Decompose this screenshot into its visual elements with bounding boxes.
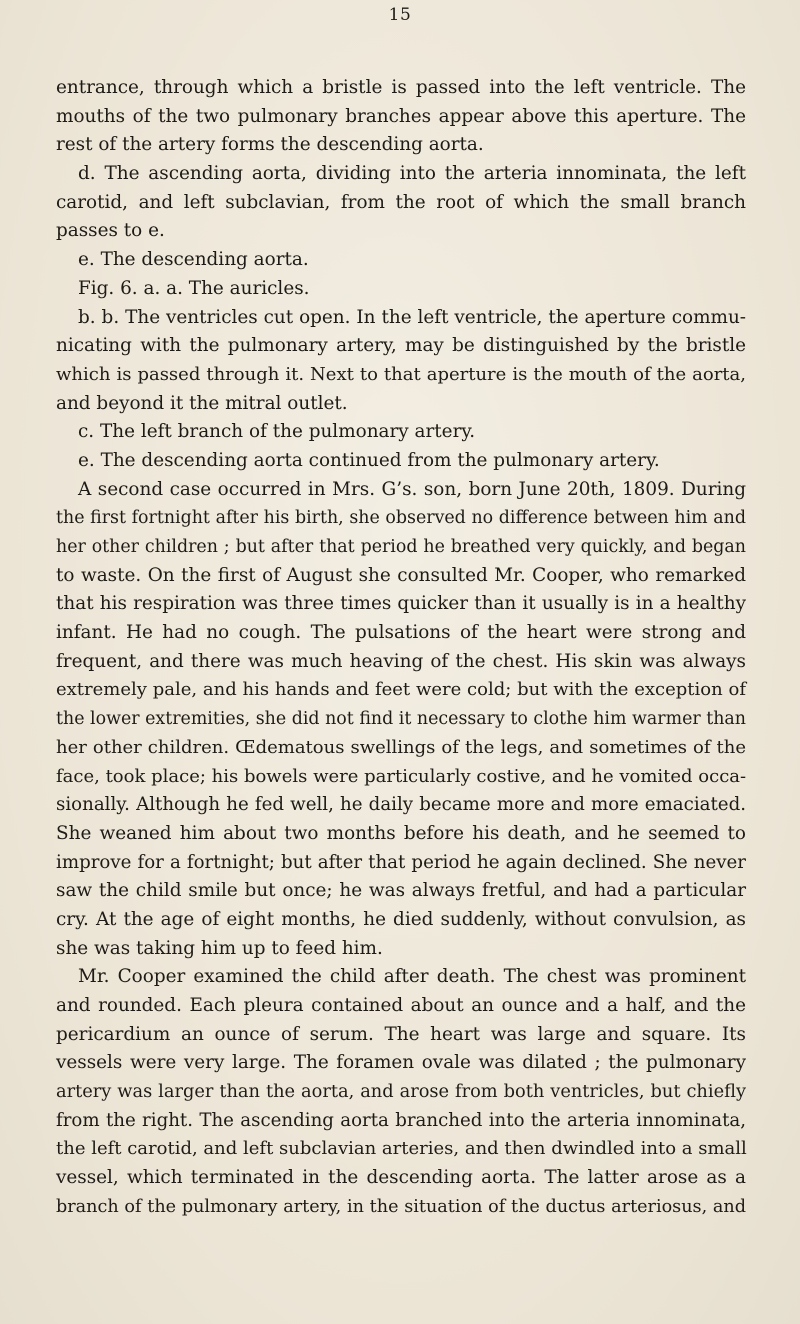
text-line: Fig. 6. a. a. The auricles. bbox=[78, 277, 310, 299]
text-line: nicating with the pulmonary artery, may be distinguished by the bristle bbox=[56, 335, 746, 357]
text-line: d. The ascending aorta, dividing into the arteria innominata, the left bbox=[78, 163, 746, 185]
text-line: the first fortnight after his birth, she observed no difference between him and bbox=[56, 508, 746, 529]
text-line: carotid, and left subclavian, from the root of which the small branch bbox=[56, 191, 746, 213]
text-line: and rounded. Each pleura contained about an ounce and a half, and the bbox=[56, 995, 746, 1016]
text-line: A second case occurred in Mrs. G’s. son, born June 20th, 1809. During bbox=[78, 478, 746, 500]
text-line: cry. At the age of eight months, he died suddenly, without convulsion, as bbox=[56, 908, 746, 930]
text-line: which is passed through it. Next to that aperture is the mouth of the aorta, bbox=[56, 363, 746, 385]
text-line: she was taking him up to feed him. bbox=[56, 937, 383, 959]
text-line: saw the child smile but once; he was always fretful, and had a particular bbox=[56, 880, 746, 902]
text-line: and beyond it the mitral outlet. bbox=[56, 392, 348, 414]
text-line: infant. He had no cough. The pulsations of the heart were strong and bbox=[56, 622, 746, 644]
text-line: to waste. On the first of August she consulted Mr. Cooper, who remarked bbox=[56, 564, 746, 586]
text-line: She weaned him about two months before his death, and he seemed to bbox=[56, 822, 746, 844]
text-line: vessels were very large. The foramen ovale was dilated ; the pulmonary bbox=[56, 1052, 746, 1074]
text-line: face, took place; his bowels were particularly costive, and he vomited occa- bbox=[56, 765, 747, 787]
text-line: extremely pale, and his hands and feet were cold; but with the exception of bbox=[56, 679, 746, 701]
text-line: e. The descending aorta. bbox=[78, 249, 309, 271]
text-line: from the right. The ascending aorta branched into the arteria innominata, bbox=[56, 1109, 746, 1131]
text-line: Mr. Cooper examined the child after death. The chest was prominent bbox=[78, 966, 746, 988]
text-line: frequent, and there was much heaving of the chest. His skin was always bbox=[56, 650, 746, 672]
text-line: improve for a fortnight; but after that period he again declined. She never bbox=[56, 851, 746, 873]
text-line: sionally. Although he fed well, he daily became more and more emaciated. bbox=[56, 794, 746, 816]
text-line: her other children. Œdematous swellings of the legs, and sometimes of the bbox=[56, 736, 746, 758]
text-line: pericardium an ounce of serum. The heart was large and square. Its bbox=[56, 1023, 746, 1045]
text-line: b. b. The ventricles cut open. In the left ventricle, the aperture commu- bbox=[78, 306, 746, 328]
text-line: mouths of the two pulmonary branches appear above this aperture. The bbox=[56, 105, 746, 127]
text-line: the left carotid, and left subclavian arteries, and then dwindled into a small bbox=[56, 1138, 747, 1160]
text-line: rest of the artery forms the descending aorta. bbox=[56, 134, 484, 156]
text-line: e. The descending aorta continued from the pulmonary artery. bbox=[78, 449, 660, 471]
text-line: branch of the pulmonary artery, in the situation of the ductus arteriosus, and bbox=[56, 1196, 746, 1217]
text-line: the lower extremities, she did not find it necessary to clothe him warmer than bbox=[56, 709, 746, 730]
text-line: entrance, through which a bristle is passed into the left ventricle. The bbox=[56, 77, 746, 98]
text-line: that his respiration was three times quicker than it usually is in a healthy bbox=[56, 593, 746, 615]
text-line: vessel, which terminated in the descending aorta. The latter arose as a bbox=[56, 1167, 746, 1189]
text-line: artery was larger than the aorta, and arose from both ventricles, but chiefly bbox=[56, 1081, 746, 1103]
text-line: passes to e. bbox=[56, 220, 165, 242]
body-text bbox=[56, 74, 746, 1222]
page-number: 15 bbox=[388, 5, 412, 25]
text-line: c. The left branch of the pulmonary artery. bbox=[78, 421, 476, 443]
text-line: her other children ; but after that period he breathed very quickly, and began bbox=[56, 537, 746, 557]
